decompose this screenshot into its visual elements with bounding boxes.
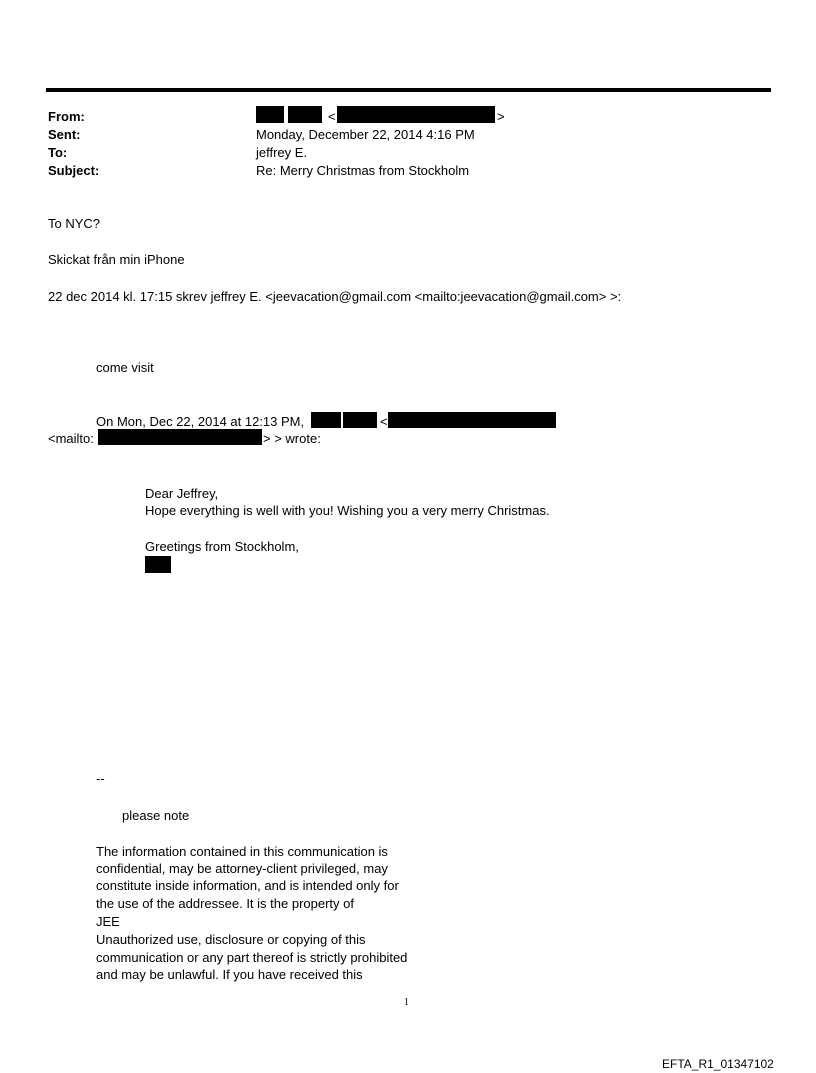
disclaimer-line: The information contained in this communication is xyxy=(96,844,388,859)
redaction-sender-email xyxy=(388,412,556,428)
redaction-sender-first xyxy=(311,412,341,428)
disclaimer-line: communication or any part thereof is strictly prohibited xyxy=(96,950,408,965)
message-body: Hope everything is well with you! Wishing you a very merry Christmas. xyxy=(145,503,550,518)
redaction-from-last xyxy=(288,106,322,123)
page-number: 1 xyxy=(404,997,409,1008)
disclaimer-line: confidential, may be attorney-client privileged, may xyxy=(96,861,388,876)
header-rule xyxy=(46,88,771,92)
redaction-from-first xyxy=(256,106,284,123)
disclaimer-line: and may be unlawful. If you have received this xyxy=(96,967,363,982)
reply-text: To NYC? xyxy=(48,216,101,231)
disclaimer-line: constitute inside information, and is intended only for xyxy=(96,878,399,893)
signature-line: Skickat från min iPhone xyxy=(48,252,185,267)
redaction-from-email xyxy=(337,106,495,123)
quote-header: 22 dec 2014 kl. 17:15 skrev jeffrey E. <jeevacation@gmail.com <mailto:jeevacation@gmail.com> >: xyxy=(48,289,622,304)
disclaimer-line: Unauthorized use, disclosure or copying of this xyxy=(96,932,366,947)
to-label: To: xyxy=(48,145,68,160)
sent-label: Sent: xyxy=(48,127,81,142)
disclaimer-line: the use of the addressee. It is the property of xyxy=(96,896,354,911)
subject-value: Re: Merry Christmas from Stockholm xyxy=(256,163,470,178)
redaction-mailto xyxy=(98,429,262,445)
from-lt: < xyxy=(328,109,336,124)
to-value: jeffrey E. xyxy=(256,145,308,160)
redaction-sender-last xyxy=(343,412,377,428)
wrote-text: > > wrote: xyxy=(263,431,321,446)
redaction-signature xyxy=(145,556,171,573)
separator-dashes: -- xyxy=(96,771,105,786)
from-label: From: xyxy=(48,109,85,124)
come-visit-text: come visit xyxy=(96,360,154,375)
closing: Greetings from Stockholm, xyxy=(145,539,299,554)
mailto-prefix: <mailto: xyxy=(48,431,94,446)
quote-header-2: On Mon, Dec 22, 2014 at 12:13 PM, xyxy=(96,414,305,429)
sent-value: Monday, December 22, 2014 4:16 PM xyxy=(256,127,475,142)
document-id: EFTA_R1_01347102 xyxy=(662,1057,774,1071)
from-gt: > xyxy=(497,109,505,124)
quote-lt: < xyxy=(380,414,388,429)
please-note: please note xyxy=(122,808,190,823)
subject-label: Subject: xyxy=(48,163,100,178)
salutation: Dear Jeffrey, xyxy=(145,486,219,501)
disclaimer-line: JEE xyxy=(96,914,120,929)
